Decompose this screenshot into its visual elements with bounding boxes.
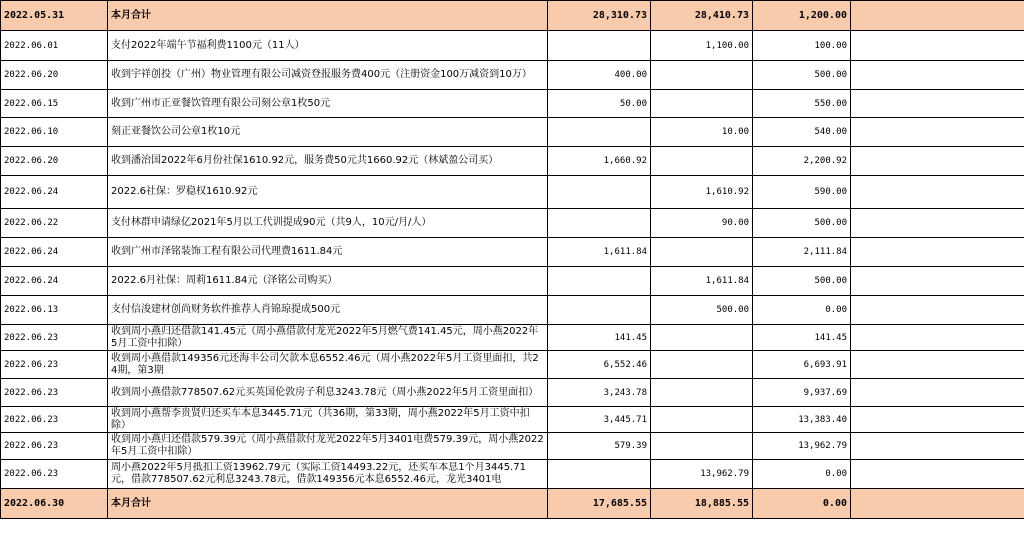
balance-cell[interactable]: 0.00: [753, 296, 851, 325]
income-cell[interactable]: [548, 296, 651, 325]
income-cell[interactable]: 28,310.73: [548, 1, 651, 31]
description-cell[interactable]: 收到广州市正亚餐饮管理有限公司刻公章1枚50元: [108, 90, 548, 118]
date-cell[interactable]: 2022.06.10: [1, 118, 108, 147]
empty-cell[interactable]: [851, 209, 1024, 238]
balance-cell[interactable]: 9,937.69: [753, 379, 851, 407]
description-cell[interactable]: 收到广州市泽铭装饰工程有限公司代理费1611.84元: [108, 238, 548, 267]
income-cell[interactable]: [548, 118, 651, 147]
date-cell[interactable]: 2022.06.22: [1, 209, 108, 238]
description-cell[interactable]: 收到宇祥创投（广州）物业管理有限公司减资登报服务费400元（注册资金100万减资到10万）: [108, 61, 548, 90]
description-cell[interactable]: 收到周小燕帮李贵贤归还买车本息3445.71元（共36期，第33期，周小燕2022年5月工资中扣除）: [108, 407, 548, 433]
income-cell[interactable]: [548, 267, 651, 296]
description-cell[interactable]: 收到潘治国2022年6月份社保1610.92元，服务费50元共1660.92元（林斌盈公司买）: [108, 147, 548, 176]
table-row: [1, 325, 1024, 351]
balance-cell[interactable]: 2,111.84: [753, 238, 851, 267]
table-row: [1, 379, 1024, 407]
empty-cell[interactable]: [851, 61, 1024, 90]
date-cell[interactable]: 2022.06.01: [1, 31, 108, 61]
date-cell[interactable]: 2022.06.20: [1, 61, 108, 90]
balance-cell[interactable]: 13,962.79: [753, 433, 851, 460]
summary-row-bottom: [1, 489, 1024, 519]
description-cell[interactable]: [108, 460, 548, 489]
expense-cell[interactable]: [651, 407, 753, 433]
expense-cell[interactable]: 1,610.92: [651, 176, 753, 209]
income-cell[interactable]: 579.39: [548, 433, 651, 460]
table-row: [1, 238, 1024, 267]
expense-cell[interactable]: [651, 61, 753, 90]
balance-cell[interactable]: 0.00: [753, 489, 851, 519]
income-cell[interactable]: 141.45: [548, 325, 651, 351]
empty-cell[interactable]: [851, 433, 1024, 460]
income-cell[interactable]: 3,445.71: [548, 407, 651, 433]
description-cell[interactable]: 收到周小燕归还借款579.39元（周小燕借款付龙光2022年5月3401电费579.39元，周小燕2022年5月工资中扣除）: [108, 433, 548, 460]
description-cell[interactable]: 支付2022年端午节福利费1100元（11人）: [108, 31, 548, 61]
expense-cell[interactable]: [651, 238, 753, 267]
description-cell[interactable]: 本月合计: [108, 1, 548, 31]
expense-cell[interactable]: 13,962.79: [651, 460, 753, 489]
balance-cell[interactable]: 13,383.40: [753, 407, 851, 433]
empty-cell[interactable]: [851, 118, 1024, 147]
summary-row-top: [1, 1, 1024, 31]
balance-cell[interactable]: 141.45: [753, 325, 851, 351]
expense-cell[interactable]: 18,885.55: [651, 489, 753, 519]
empty-cell[interactable]: [851, 489, 1024, 519]
expense-cell[interactable]: 90.00: [651, 209, 753, 238]
balance-cell[interactable]: 540.00: [753, 118, 851, 147]
empty-cell[interactable]: [851, 238, 1024, 267]
table-row: [1, 351, 1024, 379]
income-cell[interactable]: 17,685.55: [548, 489, 651, 519]
description-cell[interactable]: 收到周小燕归还借款141.45元（周小燕借款付龙光2022年5月燃气费141.45元，周小燕2022年5月工资中扣除）: [108, 325, 548, 351]
date-cell[interactable]: 2022.06.20: [1, 147, 108, 176]
empty-cell[interactable]: [851, 325, 1024, 351]
expense-cell[interactable]: [651, 433, 753, 460]
date-cell[interactable]: 2022.06.23: [1, 351, 108, 379]
income-cell[interactable]: [548, 31, 651, 61]
description-cell[interactable]: 2022.6社保：罗稳权1610.92元: [108, 176, 548, 209]
table-row: [1, 147, 1024, 176]
empty-cell[interactable]: [851, 176, 1024, 209]
income-cell[interactable]: 50.00: [548, 90, 651, 118]
description-cell[interactable]: 支付信浚建材创尚财务软件推荐人肖锦琼提成500元: [108, 296, 548, 325]
description-cell[interactable]: 收到周小燕借款778507.62元买英国伦敦房子利息3243.78元（周小燕2022年5月工资里面扣）: [108, 379, 548, 407]
table-row: [1, 296, 1024, 325]
date-cell[interactable]: 2022.06.23: [1, 325, 108, 351]
expense-cell[interactable]: 1,100.00: [651, 31, 753, 61]
expense-cell[interactable]: [651, 147, 753, 176]
ledger-body: [1, 1, 1024, 519]
expense-cell[interactable]: [651, 351, 753, 379]
table-row: [1, 407, 1024, 433]
table-row: [1, 267, 1024, 296]
income-cell[interactable]: 400.00: [548, 61, 651, 90]
date-cell[interactable]: 2022.06.23: [1, 460, 108, 489]
balance-cell[interactable]: 550.00: [753, 90, 851, 118]
date-cell[interactable]: 2022.06.13: [1, 296, 108, 325]
description-cell[interactable]: 收到周小燕借款149356元还海丰公司欠款本息6552.46元（周小燕2022年5月工资里面扣，共24期，第3期: [108, 351, 548, 379]
table-row: [1, 31, 1024, 61]
table-row: [1, 118, 1024, 147]
expense-cell[interactable]: [651, 379, 753, 407]
empty-cell[interactable]: [851, 90, 1024, 118]
balance-cell[interactable]: 0.00: [753, 460, 851, 489]
balance-cell[interactable]: 500.00: [753, 209, 851, 238]
balance-cell[interactable]: 500.00: [753, 61, 851, 90]
date-cell[interactable]: 2022.06.15: [1, 90, 108, 118]
table-row: [1, 433, 1024, 460]
income-cell[interactable]: 6,552.46: [548, 351, 651, 379]
description-cell[interactable]: 本月合计: [108, 489, 548, 519]
description-cell[interactable]: 2022.6月社保：周莉1611.84元（泽铭公司购买）: [108, 267, 548, 296]
table-row: [1, 176, 1024, 209]
empty-cell[interactable]: [851, 296, 1024, 325]
date-cell[interactable]: 2022.05.31: [1, 1, 108, 31]
date-cell[interactable]: 2022.06.24: [1, 267, 108, 296]
income-cell[interactable]: 3,243.78: [548, 379, 651, 407]
date-cell[interactable]: 2022.06.24: [1, 238, 108, 267]
date-cell[interactable]: 2022.06.23: [1, 407, 108, 433]
expense-cell[interactable]: 28,410.73: [651, 1, 753, 31]
date-cell[interactable]: 2022.06.23: [1, 379, 108, 407]
income-cell[interactable]: [548, 176, 651, 209]
income-cell[interactable]: [548, 209, 651, 238]
expense-cell[interactable]: 10.00: [651, 118, 753, 147]
table-row: [1, 61, 1024, 90]
balance-cell[interactable]: 590.00: [753, 176, 851, 209]
income-cell[interactable]: [548, 460, 651, 489]
empty-cell[interactable]: [851, 267, 1024, 296]
date-cell[interactable]: 2022.06.24: [1, 176, 108, 209]
empty-cell[interactable]: [851, 407, 1024, 433]
balance-cell[interactable]: 6,693.91: [753, 351, 851, 379]
description-cell[interactable]: 支付林群申请绿亿2021年5月以工代训提成90元（共9人，10元/月/人）: [108, 209, 548, 238]
expense-cell[interactable]: [651, 325, 753, 351]
empty-cell[interactable]: [851, 379, 1024, 407]
description-text: 周小燕2022年5月抵扣工资13962.79元（实际工资14493.22元，还买车本息1个月3445.71元，借款778507.62元利息3243.78元，借款149356元本息6552.46元，龙光3401电: [111, 462, 526, 485]
balance-cell[interactable]: 1,200.00: [753, 1, 851, 31]
income-cell[interactable]: 1,660.92: [548, 147, 651, 176]
table-row: [1, 209, 1024, 238]
empty-cell[interactable]: [851, 460, 1024, 489]
date-cell[interactable]: 2022.06.23: [1, 433, 108, 460]
balance-cell[interactable]: 2,200.92: [753, 147, 851, 176]
description-cell[interactable]: 刻正亚餐饮公司公章1枚10元: [108, 118, 548, 147]
balance-cell[interactable]: 500.00: [753, 267, 851, 296]
date-cell[interactable]: 2022.06.30: [1, 489, 108, 519]
expense-cell[interactable]: [651, 90, 753, 118]
balance-cell[interactable]: 100.00: [753, 31, 851, 61]
income-cell[interactable]: 1,611.84: [548, 238, 651, 267]
empty-cell[interactable]: [851, 31, 1024, 61]
table-row: [1, 460, 1024, 489]
empty-cell[interactable]: [851, 351, 1024, 379]
expense-cell[interactable]: 500.00: [651, 296, 753, 325]
empty-cell[interactable]: [851, 1, 1024, 31]
table-row: [1, 90, 1024, 118]
expense-cell[interactable]: 1,611.84: [651, 267, 753, 296]
empty-cell[interactable]: [851, 147, 1024, 176]
